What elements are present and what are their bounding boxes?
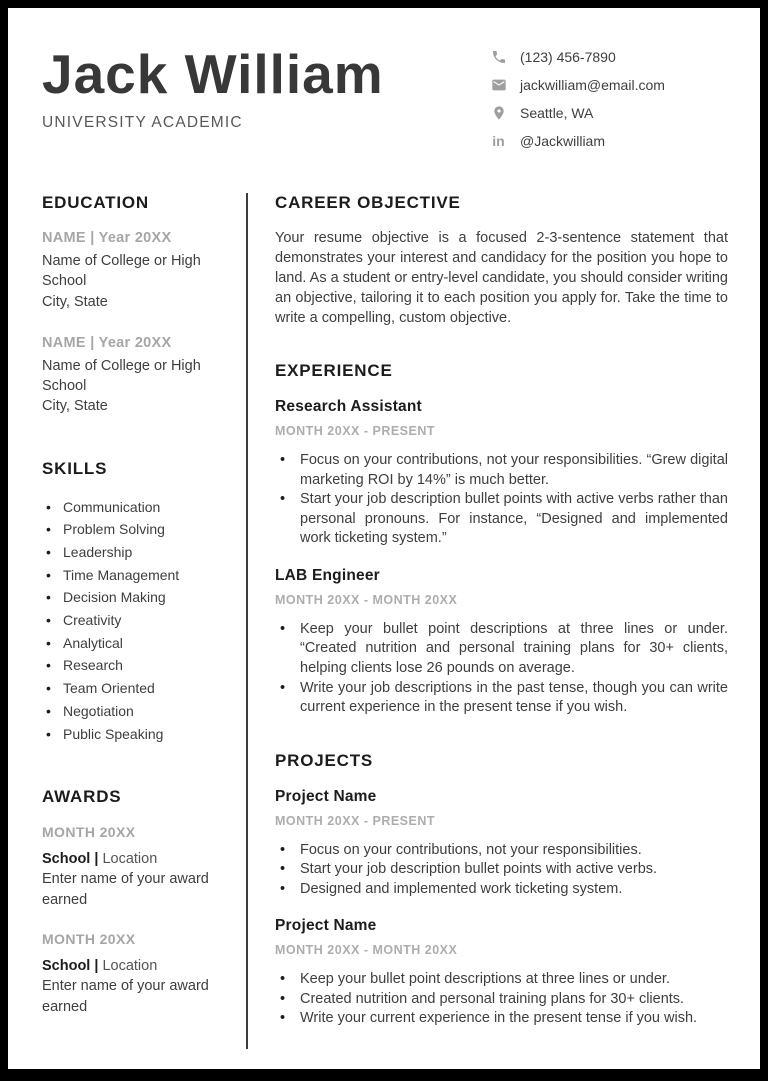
- experience-section: [275, 361, 728, 718]
- job-title: Research Assistant: [275, 398, 422, 415]
- project-bullet: • Created nutrition and personal training plans for 30+ clients.: [275, 990, 728, 1010]
- project-entry: [275, 917, 728, 1029]
- skill-item: • Decision Making: [42, 586, 228, 609]
- resume-page: [8, 8, 760, 1049]
- experience-job: [275, 398, 728, 549]
- project-title: Project Name: [275, 787, 377, 805]
- project-title: Project Name: [275, 917, 377, 935]
- education-entry: [42, 335, 228, 417]
- skills-section: [42, 459, 228, 745]
- project-bullet: • Designed and implemented work ticketing system.: [275, 880, 728, 900]
- award-school-name: School |: [42, 958, 103, 975]
- project-bullet: • Write your current experience in the present tense if you wish.: [275, 1009, 728, 1029]
- skill-item: • Negotiation: [42, 700, 228, 723]
- skill-item: • Analytical: [42, 632, 228, 655]
- job-bullet: • Start your job description bullet points with active verbs rather than personal pronouns. For instance, “Designed and implemented work ticketing system.”: [275, 490, 728, 549]
- award-entry-date: MONTH 20XX: [42, 931, 136, 948]
- job-bullet: • Focus on your contributions, not your responsibilities. “Grew digital marketing ROI by 14%” is much better.: [275, 451, 728, 490]
- award-entry-date: MONTH 20XX: [42, 824, 136, 841]
- projects-section: [275, 751, 728, 1029]
- job-bullet: • Keep your bullet point descriptions at three lines or under. “Created nutrition and personal training plans for 30+ clients, helping clients lose 26 pounds on average.: [275, 620, 728, 679]
- job-bullet-list: [275, 620, 728, 718]
- education-heading: EDUCATION: [42, 193, 149, 212]
- education-section: [42, 193, 228, 417]
- award-entry-description: Enter name of your award earned: [42, 871, 209, 908]
- contact-linkedin-row: [490, 132, 700, 149]
- skills-list: [42, 496, 228, 745]
- job-title: LAB Engineer: [275, 566, 380, 584]
- project-bullet-list: [275, 841, 728, 900]
- project-dates: MONTH 20XX - PRESENT: [275, 813, 436, 828]
- career-objective-section: [275, 193, 728, 328]
- award-school-location: Location: [102, 958, 158, 975]
- sidebar: [42, 193, 248, 1049]
- body-columns: [42, 193, 728, 1049]
- experience-job: [275, 567, 728, 718]
- main-column: [248, 193, 728, 1049]
- award-entry-school: [42, 849, 228, 869]
- skill-item: • Creativity: [42, 609, 228, 632]
- education-entry-city: City, State: [42, 398, 108, 415]
- project-bullet: • Keep your bullet point descriptions at three lines or under.: [275, 970, 728, 990]
- skill-item: • Research: [42, 654, 228, 677]
- location-pin-icon: [490, 104, 507, 121]
- awards-heading: AWARDS: [42, 787, 122, 807]
- email-icon: [490, 76, 507, 93]
- education-entry-school: Name of College or High School: [42, 357, 201, 395]
- job-dates: MONTH 20XX - PRESENT: [275, 424, 436, 438]
- award-entry-school: [42, 956, 228, 976]
- contact-location: Seattle, WA: [520, 104, 594, 121]
- person-name: Jack William: [42, 43, 384, 105]
- experience-heading: EXPERIENCE: [275, 361, 393, 380]
- skill-item: • Leadership: [42, 541, 228, 564]
- award-entry: [42, 931, 228, 1017]
- career-objective-text: Your resume objective is a focused 2-3-sentence statement that demonstrates your interest and candidacy for the position you hope to land. As a student or entry-level candidate, you should consider writing an objective, tailoring it to each position you apply for. Take the time to write a compelling, custom objective.: [275, 230, 728, 326]
- award-school-name: School |: [42, 851, 103, 868]
- contact-location-row: [490, 104, 700, 121]
- career-objective-heading: CAREER OBJECTIVE: [275, 193, 461, 212]
- skill-item: • Time Management: [42, 564, 228, 587]
- award-school-location: Location: [102, 851, 158, 868]
- job-bullet: • Write your job descriptions in the past tense, though you can write current experience in the present tense if you wish.: [275, 679, 728, 718]
- education-entry-school: Name of College or High School: [42, 253, 201, 290]
- project-entry: [275, 788, 728, 900]
- award-entry-description: Enter name of your award earned: [42, 978, 209, 1015]
- projects-heading: PROJECTS: [275, 750, 374, 770]
- contact-block: [490, 48, 700, 149]
- person-title: UNIVERSITY ACADEMIC: [42, 113, 243, 131]
- project-bullet: • Start your job description bullet points with active verbs.: [275, 860, 728, 880]
- skill-item: • Communication: [42, 496, 228, 519]
- project-dates: MONTH 20XX - MONTH 20XX: [275, 943, 458, 958]
- skill-item: • Public Speaking: [42, 723, 228, 746]
- contact-email-row: [490, 76, 700, 93]
- phone-icon: [490, 48, 507, 65]
- education-entry: [42, 230, 228, 312]
- contact-phone: (123) 456-7890: [520, 48, 616, 65]
- contact-linkedin: @Jackwilliam: [520, 132, 605, 149]
- education-entry-city: City, State: [42, 293, 108, 310]
- contact-phone-row: [490, 48, 700, 65]
- job-dates: MONTH 20XX - MONTH 20XX: [275, 592, 458, 607]
- name-block: [42, 43, 384, 132]
- skills-heading: SKILLS: [42, 458, 108, 478]
- project-bullet: • Focus on your contributions, not your responsibilities.: [275, 841, 728, 861]
- skill-item: • Team Oriented: [42, 677, 228, 700]
- education-entry-meta: NAME | Year 20XX: [42, 230, 172, 246]
- linkedin-icon: in: [492, 132, 505, 149]
- award-entry: [42, 824, 228, 910]
- education-entry-meta: NAME | Year 20XX: [42, 334, 172, 351]
- job-bullet-list: [275, 451, 728, 549]
- header: [42, 43, 728, 149]
- contact-email: jackwilliam@email.com: [520, 76, 665, 93]
- awards-section: [42, 787, 228, 1017]
- project-bullet-list: [275, 970, 728, 1029]
- skill-item: • Problem Solving: [42, 518, 228, 541]
